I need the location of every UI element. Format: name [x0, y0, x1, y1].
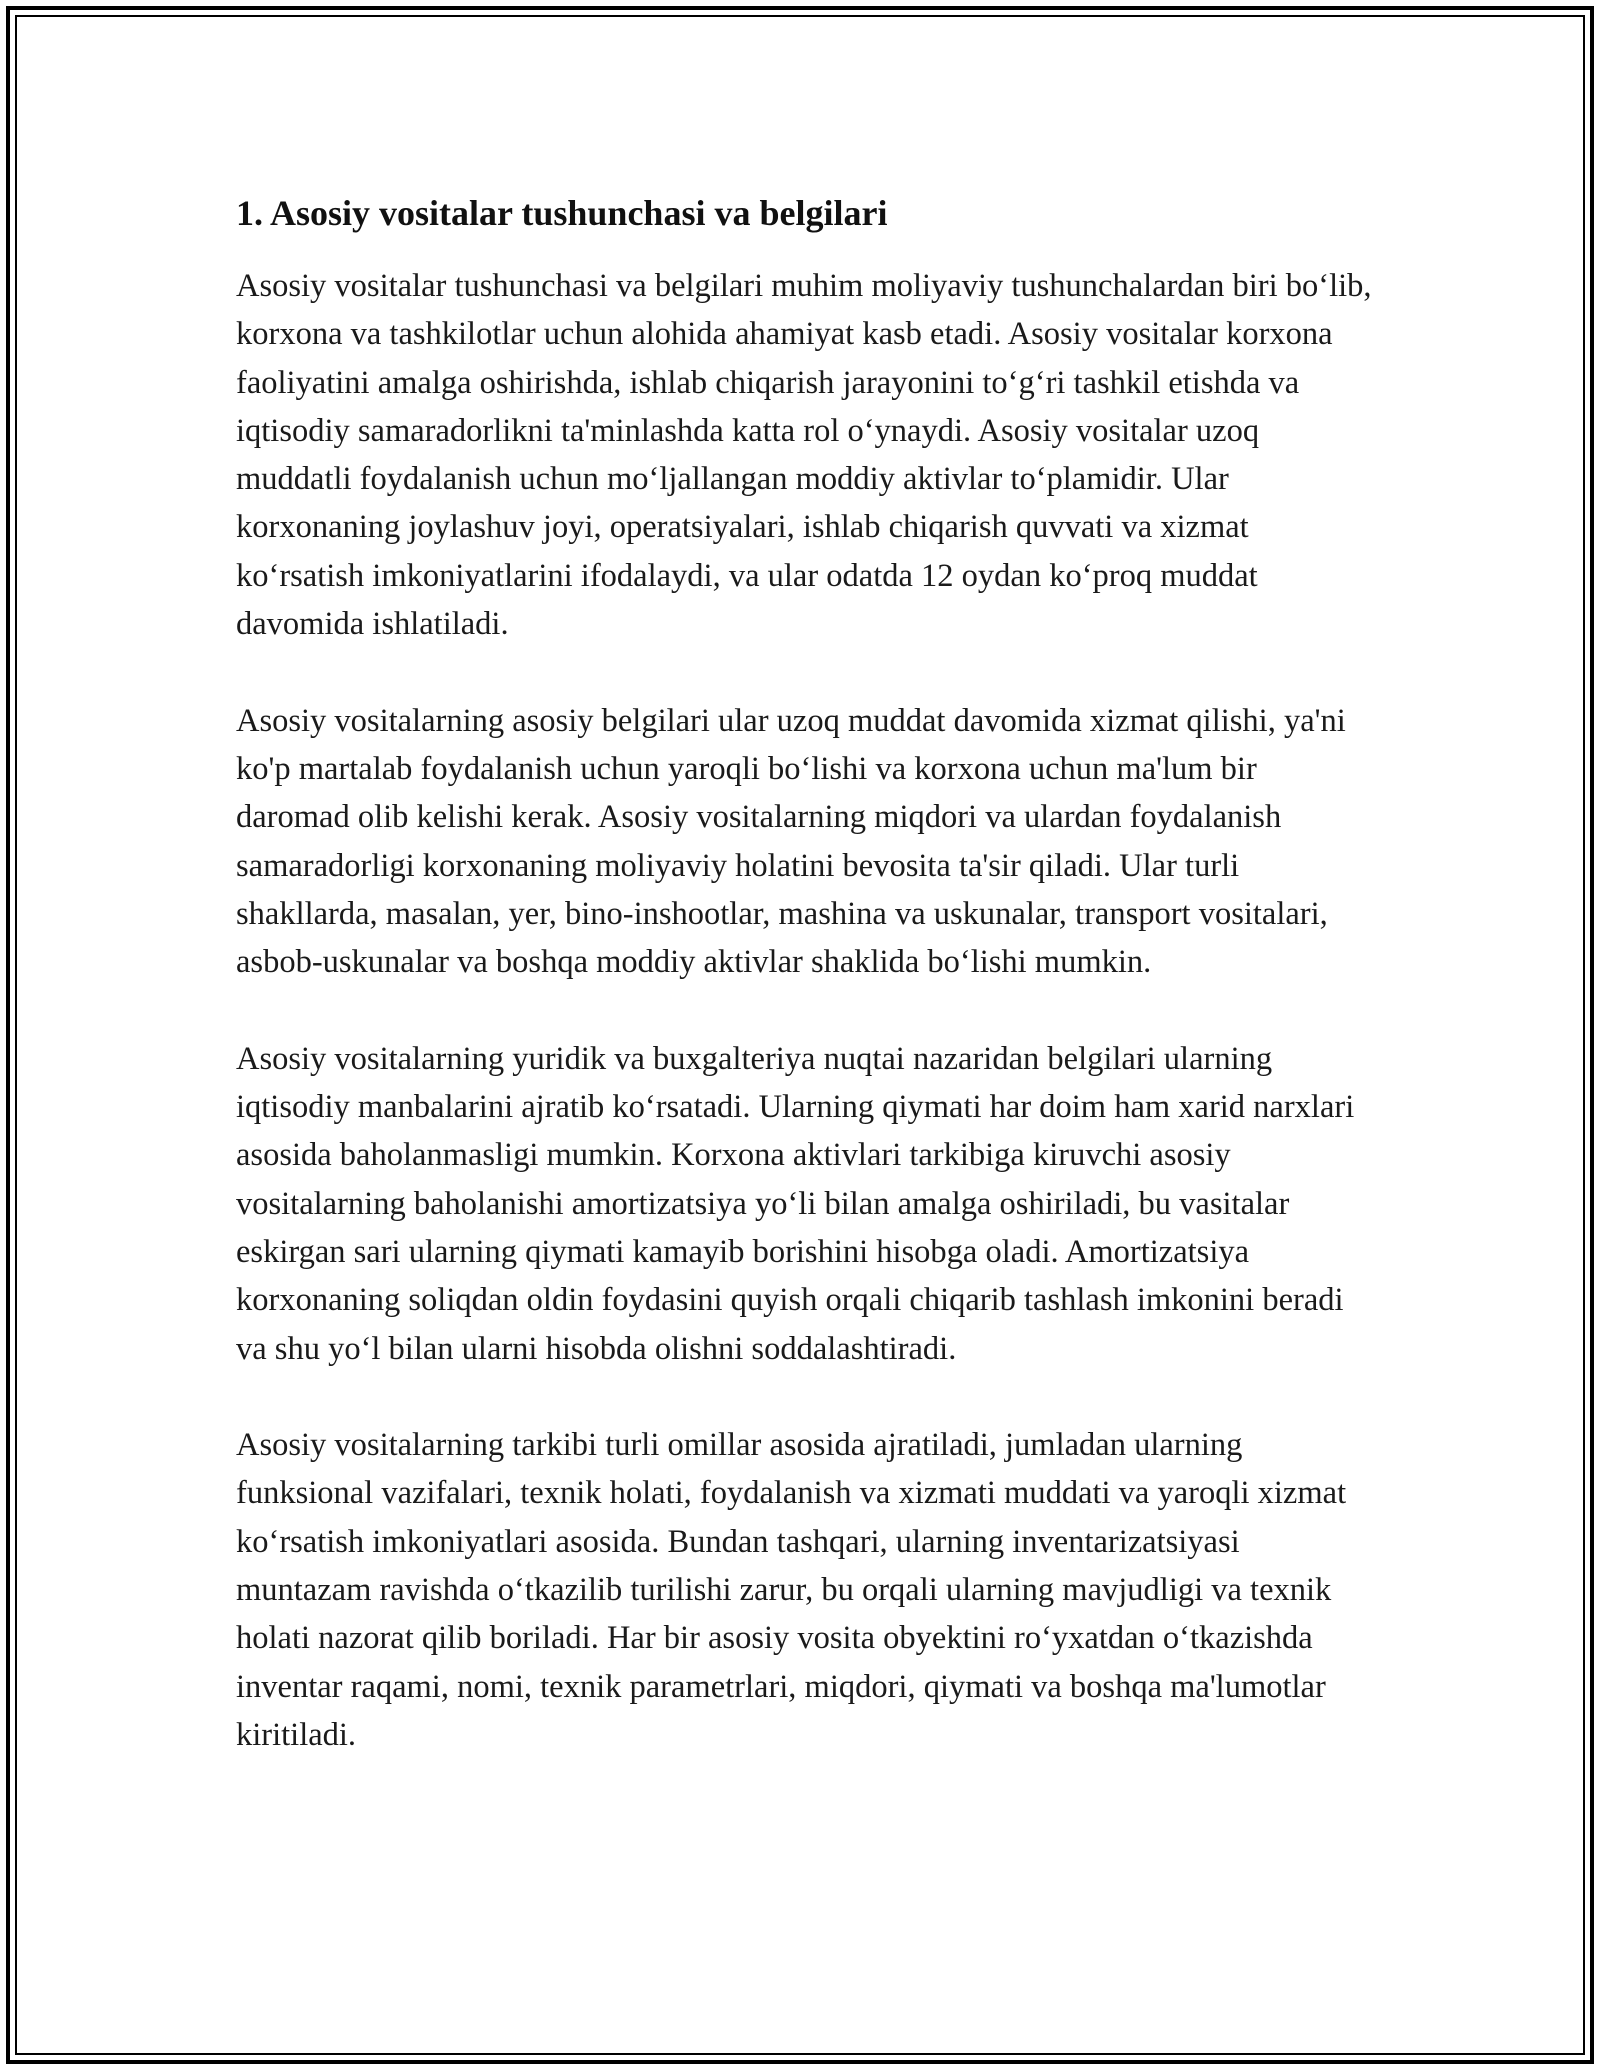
paragraph-4: Asosiy vositalarning tarkibi turli omillar asosida ajratiladi, jumladan ularning funksional vazifalari, texnik holati, foydalanish va xizmati muddati va yaroqli xizmat ko‘rsatish imkoniyatlari asosida. Bundan tashqari, ularning inventarizatsiyasi muntazam ravishda o‘tkazilib turilishi zarur, bu orqali ularning mavjudligi va texnik holati nazorat qilib boriladi. Har bir asosiy vosita obyektini ro‘yxatdan o‘tkazishda inventar raqami, nomi, texnik parametrlari, miqdori, qiymati va boshqa ma'lumotlar kiritiladi.	[236, 1427, 1347, 1753]
paragraph-3: Asosiy vositalarning yuridik va buxgalteriya nuqtai nazaridan belgilari ularning iqtisodiy manbalarini ajratib ko‘rsatadi. Ularning qiymati har doim ham xarid narxlari asosida baholanmasligi mumkin. Korxona aktivlari tarkibiga kiruvchi asosiy vositalarning baholanishi amortizatsiya yo‘li bilan amalga oshiriladi, bu vasitalar eskirgan sari ularning qiymati kamayib borishini hisobga oladi. Amortizatsiya korxonaning soliqdan oldin foydasini quyish orqali chiqarib tashlash imkonini beradi va shu yo‘l bilan ularni hisobda olishni soddalashtiradi.	[236, 1040, 1355, 1367]
paragraph-1: Asosiy vositalar tushunchasi va belgilari muhim moliyaviy tushunchalardan biri bo‘lib, korxona va tashkilotlar uchun alohida ahamiyat kasb etadi. Asosiy vositalar korxona faoliyatini amalga oshirishda, ishlab chiqarish jarayonini to‘g‘ri tashkil etishda va iqtisodiy samaradorlikni ta'minlashda katta rol o‘ynaydi. Asosiy vositalar uzoq muddatli foydalanish uchun mo‘ljallangan moddiy aktivlar to‘plamidir. Ular korxonaning joylashuv joyi, operatsiyalari, ishlab chiqarish quvvati va xizmat ko‘rsatish imkoniyatlarini ifodalaydi, va ular odatda 12 oydan ko‘proq muddat davomida ishlatiladi.	[236, 268, 1372, 643]
document-body	[236, 186, 1376, 1759]
section-heading: 1. Asosiy vositalar tushunchasi va belgilari	[236, 193, 888, 233]
paragraph-2: Asosiy vositalarning asosiy belgilari ular uzoq muddat davomida xizmat qilishi, ya'ni ko'p martalab foydalanish uchun yaroqli bo‘lishi va korxona uchun ma'lum bir daromad olib kelishi kerak. Asosiy vositalarning miqdori va ulardan foydalanish samaradorligi korxonaning moliyaviy holatini bevosita ta'sir qiladi. Ular turli shakllarda, masalan, yer, bino-inshootlar, mashina va uskunalar, transport vositalari, asbob-uskunalar va boshqa moddiy aktivlar shaklida bo‘lishi mumkin.	[236, 702, 1346, 981]
